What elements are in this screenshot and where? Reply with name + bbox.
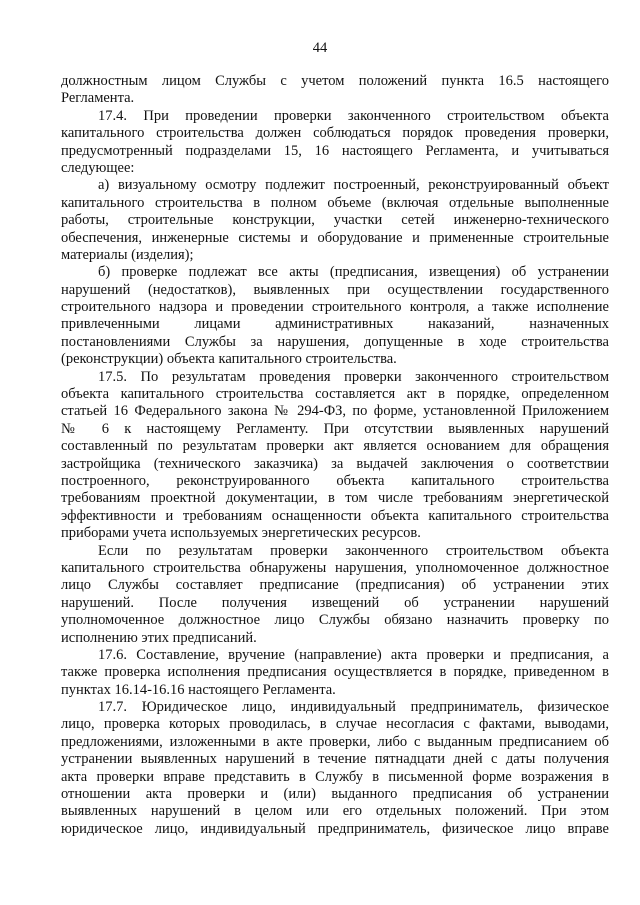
text-line: № 6 к настоящему Регламенту. При отсутствии выявленных нарушений [61,420,609,437]
text-line: отношении акта проверки и (или) выданного предписания об устранении [61,786,609,803]
text-line: составленный по результатам проверки акт является основанием для обращения [61,438,609,455]
text-line: требованиям проектной документации, в том числе требованиям энергетической [61,490,609,507]
text-line: предусмотренный подразделами 15, 16 настоящего Регламента, и учитываться [61,142,609,159]
page-number: 44 [312,40,328,56]
text-line: (реконструкции) объекта капитального строительства. [61,351,397,368]
text-line: эффективности и требованиям оснащенности объекта капитального строительства [61,507,609,524]
text-line: Если по результатам проверки законченного строительством объекта [98,542,609,559]
text-line: обеспечения, инженерные системы и оборудование и примененные строительные [61,229,609,246]
text-line: капитального строительства должен соблюдаться порядок проведения проверки, [61,125,609,142]
text-line: юридическое лицо, индивидуальный предприниматель, физическое лицо вправе [61,820,609,837]
text-line: 17.5. По результатам проведения проверки законченного строительством [98,368,609,385]
text-line: лицо Службы составляет предписание (предписания) об устранении этих [61,577,609,594]
text-line: капитального строительства в полном объеме (включая отдельные выполненные [61,194,609,211]
text-line: статьей 16 Федерального закона № 294-ФЗ, по форме, установленной Приложением [61,403,609,420]
text-line: Регламента. [61,90,135,107]
text-line: следующее: [61,159,135,176]
text-line: выявленных нарушений в целом или его отдельных положений. При этом [61,803,609,820]
text-line: пунктах 16.14-16.16 настоящего Регламента. [61,681,336,698]
text-line: привлеченными лицами административных наказаний, назначенных [61,316,609,333]
text-line: капитального строительства обнаружены нарушения, уполномоченное должностное [61,559,609,576]
text-line: должностным лицом Службы с учетом положений пункта 16.5 настоящего [61,73,609,89]
text-line: объекта капитального строительства составляется акт в порядке, определенном [61,386,609,403]
text-line: работы, строительные конструкции, участки сетей инженерно-технического [61,212,609,229]
text-line: 17.4. При проведении проверки законченного строительством объекта [98,107,609,124]
text-line: приборами учета используемых энергетических ресурсов. [61,525,421,542]
text-line: нарушений (недостатков), выявленных при осуществлении государственного [61,281,609,298]
text-line: 17.7. Юридическое лицо, индивидуальный предприниматель, физическое [98,699,609,716]
text-line: устранении выявленных нарушений в течение пятнадцати дней с даты получения [61,751,609,768]
text-line: построенного, реконструированного объекта капитального строительства [61,472,609,489]
text-line: а) визуальному осмотру подлежит построенный, реконструированный объект [98,177,609,194]
text-line: лицо, проверка которых проводилась, в случае несогласия с фактами, выводами, [61,716,609,733]
text-line: б) проверке подлежат все акты (предписания, извещения) об устранении [98,264,609,281]
text-line: застройщика (технического заказчика) за выдачей заключения о соответствии [61,455,609,472]
text-line: материалы (изделия); [61,246,194,263]
text-line: 17.6. Составление, вручение (направление) акта проверки и предписания, а [98,646,609,663]
text-line: постановлениями Службы за нарушения, допущенные в ходе строительства [61,333,609,350]
text-line: акта проверки вправе представить в Службу в письменной форме возражения в [61,768,609,785]
text-line: также проверка исполнения предписания осуществляется в порядке, приведенном в [61,664,609,681]
text-line: предложениями, изложенными в акте проверки, либо с выданным предписанием об [61,733,609,750]
text-line: уполномоченное должностное лицо Службы обязано назначить проверку по [61,612,609,629]
body-text [61,73,609,838]
text-line: строительного надзора и проведении строительного контроля, а также исполнение [61,299,609,316]
text-line: нарушений. После получения извещений об устранении нарушений [61,594,609,611]
text-line: исполнению этих предписаний. [61,629,257,646]
